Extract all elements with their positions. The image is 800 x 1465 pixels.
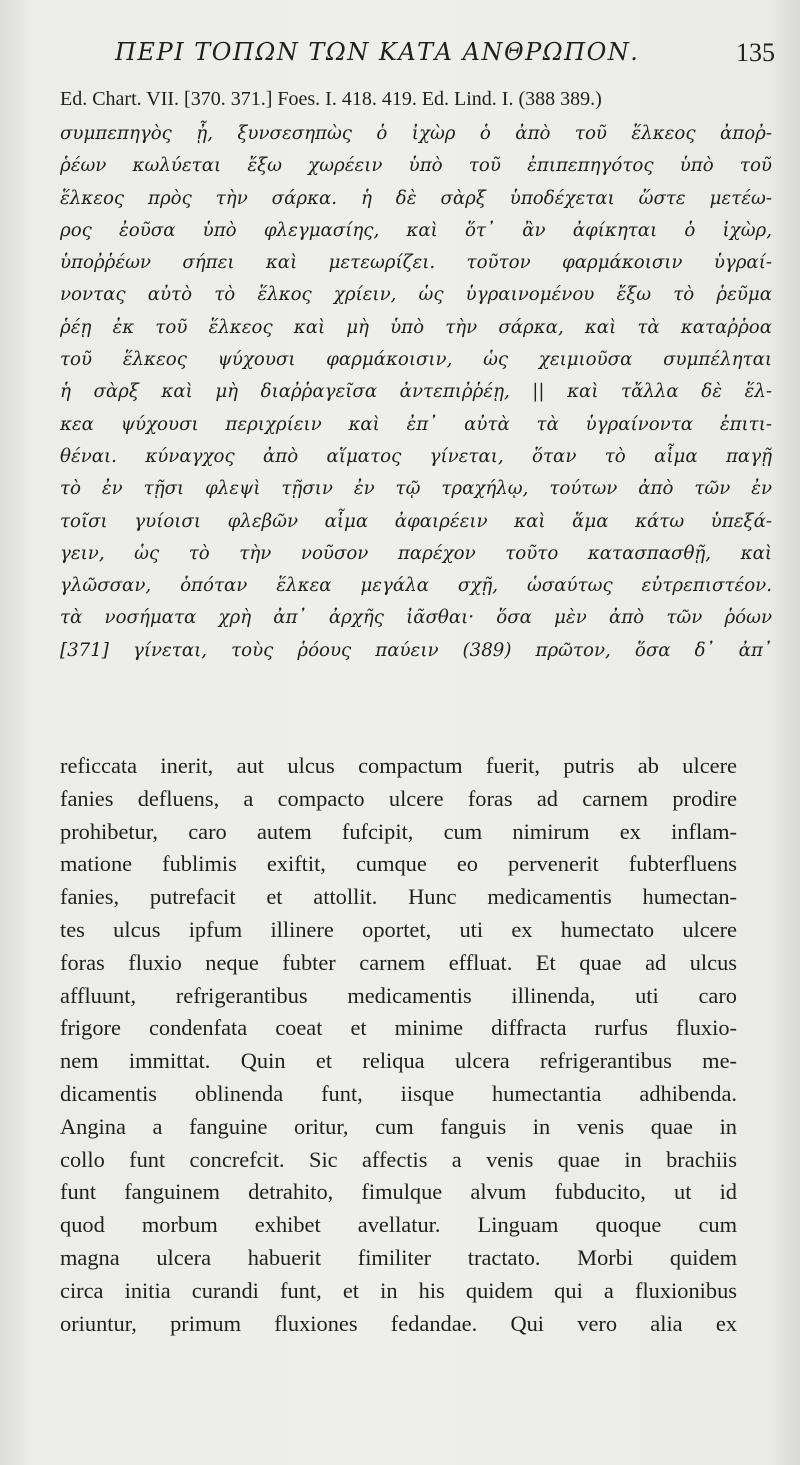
greek-line: τοῦ ἕλκεος ψύχουσι φαρμάκοισιν, ὡς χειμιοῦσα συμπέληται [60,349,772,371]
greek-text-block [60,118,772,667]
greek-line: κεα ψύχουσι περιχρίειν καὶ ἐπ᾽ αὐτὰ τὰ ὑγραίνοντα ἐπιτι- [60,413,772,435]
latin-line: affluunt, refrigerantibus medicamentis illinenda, uti caro [60,982,737,1008]
latin-line: tes ulcus ipfum illinere oportet, uti ex humectato ulcere [60,916,737,942]
greek-line: γειν, ὡς τὸ τὴν νοῦσον παρέχον τοῦτο κατασπασθῇ, καὶ [60,542,772,564]
latin-line: fanies, putrefacit et attollit. Hunc medicamentis humectan- [60,884,737,910]
latin-line: matione fublimis exiftit, cumque eo pervenerit fubterfluens [60,851,737,877]
latin-line: dicamentis oblinenda funt, iisque humectantia adhibenda. [60,1080,737,1106]
greek-line: θέναι. κύναγχος ἀπὸ αἵματος γίνεται, ὅταν τὸ αἷμα παγῇ [60,445,772,467]
latin-line: frigore condenfata coeat et minime diffracta rurfus fluxio- [60,1015,737,1041]
page-header [115,38,775,78]
latin-line: magna ulcera habuerit fimiliter tractato. Morbi quidem [60,1244,737,1270]
latin-line: reficcata inerit, aut ulcus compactum fuerit, putris ab ulcere [60,753,737,778]
greek-line: [371] γίνεται, τοὺς ῥόους παύειν (389) πρῶτον, ὅσα δ᾽ ἀπ᾽ [60,639,772,661]
greek-line: γλῶσσαν, ὁπόταν ἕλκεα μεγάλα σχῇ, ὡσαύτως εὐτρεπιστέον. [60,575,772,597]
greek-line: ἡ σὰρξ καὶ μὴ διαῤῥαγεῖσα ἀντεπιῤῥέῃ, || καὶ τἄλλα δὲ ἕλ- [60,381,772,403]
latin-line: foras fluxio neque fubter carnem effluat. Et quae ad ulcus [60,949,737,975]
page-number: 135 [736,38,775,67]
greek-line: ῥέῃ ἐκ τοῦ ἕλκεος καὶ μὴ ὑπὸ τὴν σάρκα, καὶ τὰ καταῤῥοα [60,316,772,338]
greek-line: ρος ἐοῦσα ὑπὸ φλεγμασίης, καὶ ὅτ᾽ ἂν ἀφίκηται ὁ ἰχὼρ, [60,219,772,241]
greek-line: ἕλκεος πρὸς τὴν σάρκα. ἡ δὲ σὰρξ ὑποδέχεται ὥστε μετέω- [60,187,772,209]
greek-line: συμπεπηγὸς ᾖ, ξυνσεσηπὼς ὁ ἰχὼρ ὁ ἀπὸ τοῦ ἕλκεος ἀποῤ- [60,123,772,144]
latin-line: Angina a fanguine oritur, cum fanguis in venis quae in [60,1113,737,1139]
latin-line: oriuntur, primum fluxiones fedandae. Qui vero alia ex [60,1310,737,1336]
greek-line: τοῖσι γυίοισι φλεβῶν αἷμα ἀφαιρέειν καὶ ἅμα κάτω ὑπεξά- [60,510,772,532]
latin-line: quod morbum exhibet avellatur. Linguam quoque cum [60,1212,737,1238]
latin-line: collo funt concrefcit. Sic affectis a venis quae in brachiis [60,1146,737,1172]
latin-translation-block [60,750,737,1340]
greek-line: ῥέων κωλύεται ἔξω χωρέειν ὑπὸ τοῦ ἐπιπεπηγότος ὑπὸ τοῦ [60,155,772,177]
greek-line: τὸ ἐν τῇσι φλεψὶ τῇσιν ἐν τῷ τραχήλῳ, τούτων ἀπὸ τῶν ἐν [60,478,772,500]
latin-line: fanies defluens, a compacto ulcere foras ad carnem prodire [60,785,737,811]
greek-line: ὑποῤῥέων σήπει καὶ μετεωρίζει. τοῦτον φαρμάκοισιν ὑγραί- [60,252,772,274]
greek-line: νοντας αὐτὸ τὸ ἕλκος χρίειν, ὡς ὑγραινομένου ἔξω τὸ ῥεῦμα [60,284,772,306]
running-title: ΠΕΡΙ ΤΟΠΩΝ ΤΩΝ ΚΑΤΑ ΑΝΘΡΩΠΟΝ. [115,38,640,66]
latin-line: nem immittat. Quin et reliqua ulcera refrigerantibus me- [60,1048,737,1074]
greek-line: τὰ νοσήματα χρὴ ἀπ᾽ ἀρχῆς ἰᾶσθαι· ὅσα μὲν ἀπὸ τῶν ῥόων [60,607,772,629]
latin-line: circa initia curandi funt, et in his quidem qui a fluxionibus [60,1277,737,1303]
edition-reference-line: Ed. Chart. VII. [370. 371.] Foes. I. 418. 419. Ed. Lind. I. (388 389.) [60,88,602,110]
latin-line: funt fanguinem detrahito, fimulque alvum fubducito, ut id [60,1179,737,1205]
latin-line: prohibetur, caro autem fufcipit, cum nimirum ex inflam- [60,818,737,844]
